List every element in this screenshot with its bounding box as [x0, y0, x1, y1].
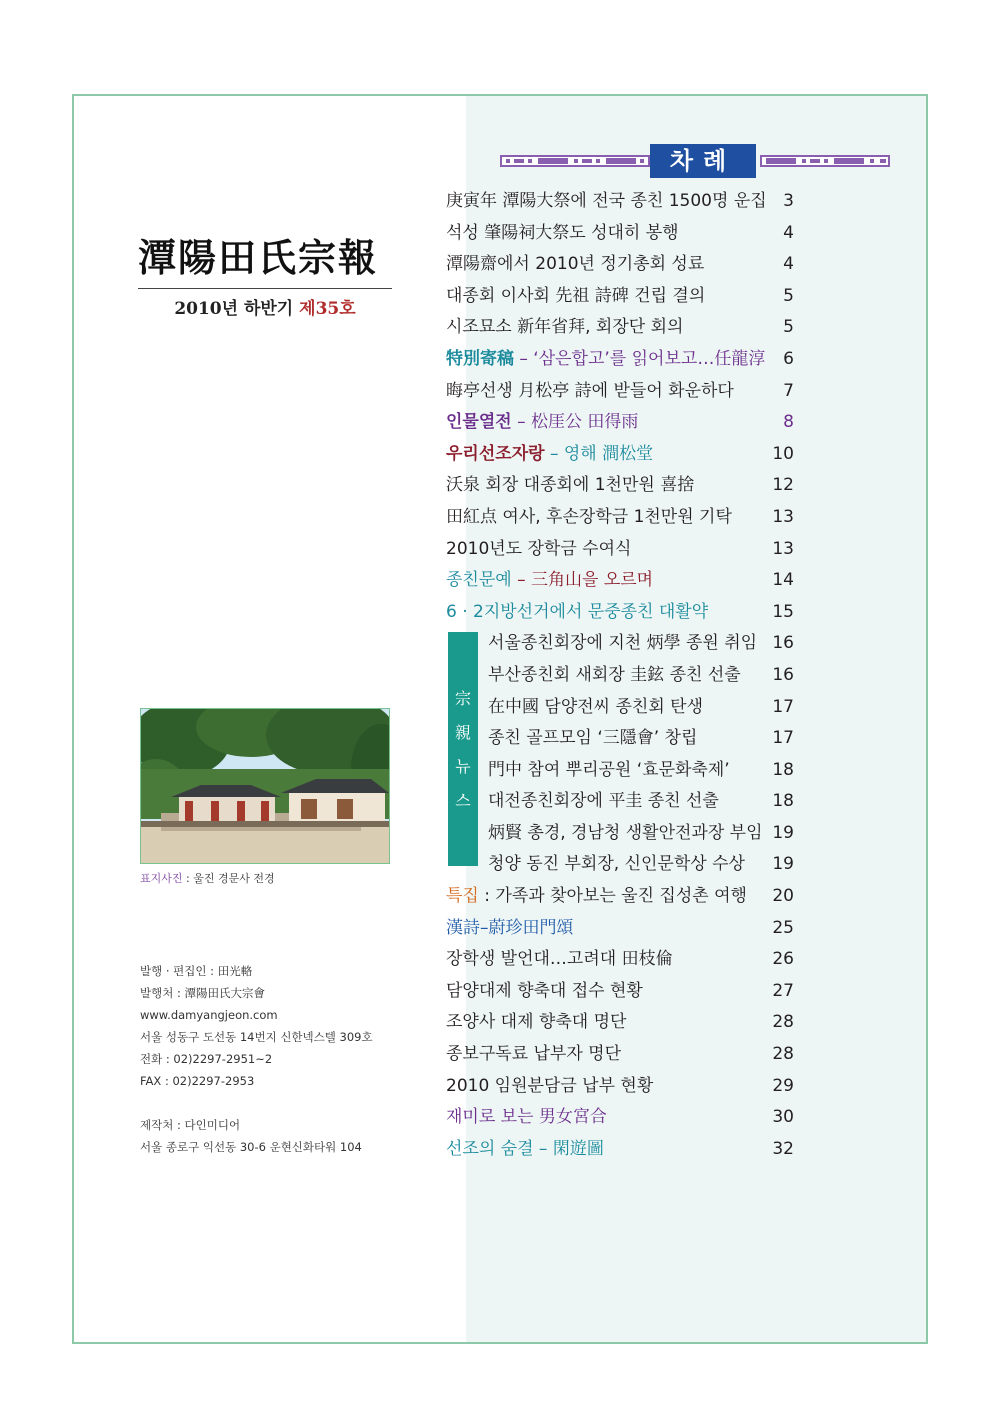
toc-item[interactable]	[446, 628, 794, 660]
photo-caption	[140, 870, 275, 886]
toc-item-page: 4	[783, 222, 794, 243]
publisher-website: www.damyangjeon.com	[140, 1008, 278, 1022]
toc-item[interactable]	[446, 1134, 794, 1166]
toc-item-title: 재미로 보는 男女宮合	[446, 1107, 607, 1128]
toc-item[interactable]	[446, 881, 794, 913]
spacer	[140, 1092, 373, 1114]
toc-item-page: 5	[783, 285, 794, 306]
toc-item-page: 26	[772, 949, 794, 970]
toc-item[interactable]	[446, 913, 794, 945]
toc-item-title: 종보구독료 납부자 명단	[446, 1044, 622, 1065]
toc-item[interactable]	[446, 439, 794, 471]
toc-item[interactable]	[446, 565, 794, 597]
toc-item-title: 門中 참여 뿌리공원 ‘효문화축제’	[488, 759, 730, 780]
toc-item[interactable]	[446, 249, 794, 281]
toc-item[interactable]	[446, 1102, 794, 1134]
toc-item[interactable]	[446, 692, 794, 724]
toc-item-page: 4	[783, 254, 794, 275]
toc-item-page: 30	[772, 1107, 794, 1128]
toc-item-page: 29	[772, 1075, 794, 1096]
toc-item[interactable]	[446, 786, 794, 818]
toc-item[interactable]	[446, 218, 794, 250]
toc-item-title: 선조의 숨결 – 閑遊圖	[446, 1138, 604, 1159]
cover-photo	[140, 708, 390, 864]
toc-item-title: 在中國 담양전씨 종친회 탄생	[488, 696, 704, 717]
publisher-line: 발행처 : 潭陽田氏大宗會	[140, 986, 266, 1000]
toc-item-page: 13	[772, 506, 794, 527]
ornament-left	[500, 153, 650, 169]
toc-header	[426, 144, 810, 178]
masthead-logo: 潭陽田氏宗報	[138, 235, 379, 280]
toc-item-title: 서울종친회장에 지천 炳學 종원 취임	[488, 633, 758, 654]
toc-item-title: 晦亭선생 月松亭 詩에 받들어 화운하다	[446, 380, 734, 401]
toc-item-page: 27	[772, 980, 794, 1001]
publisher-line: 발행 · 편집인 : 田光輅	[140, 964, 253, 978]
toc-item-title: 석성 肇陽祠大祭도 성대히 봉행	[446, 222, 679, 243]
producer-line: 제작처 : 다인미디어	[140, 1118, 241, 1132]
toc-item[interactable]	[446, 376, 794, 408]
toc-item-title: 炳賢 총경, 경남청 생활안전과장 부임	[488, 822, 763, 843]
toc-item-page: 7	[783, 380, 794, 401]
toc-item-section-label: 인물열전	[446, 412, 512, 433]
toc-item-page: 15	[772, 601, 794, 622]
toc-item-title: – 松厓公 田得雨	[511, 412, 639, 433]
toc-item-page: 32	[772, 1138, 794, 1159]
toc-item-page: 5	[783, 317, 794, 338]
toc-item[interactable]	[446, 1007, 794, 1039]
toc-item-page: 16	[772, 633, 794, 654]
toc-item-page: 25	[772, 917, 794, 938]
toc-item-title: 부산종친회 새회장 圭鉉 종친 선출	[488, 664, 741, 685]
toc-item-title: 장학생 발언대…고려대 田枝倫	[446, 949, 673, 970]
toc-item-title: 田紅点 여사, 후손장학금 1천만원 기탁	[446, 506, 732, 527]
toc-item-title: 종친 골프모임 ‘三隱會’ 창립	[488, 728, 698, 749]
toc-item-page: 28	[772, 1044, 794, 1065]
toc-item[interactable]	[446, 597, 794, 629]
toc-item[interactable]	[446, 1039, 794, 1071]
toc-item[interactable]	[446, 470, 794, 502]
toc-item-title: 2010 임원분담금 납부 현황	[446, 1075, 654, 1096]
photo-caption-label: 표지사진	[140, 872, 183, 885]
toc-item-page: 17	[772, 696, 794, 717]
toc-item-title: 담양대제 향축대 접수 현황	[446, 980, 643, 1001]
toc-item-section-label: 종친문예	[446, 570, 512, 591]
issue-line	[138, 294, 392, 319]
clan-news-bar-char: 親	[454, 723, 471, 742]
toc-title: 차례	[650, 144, 756, 178]
toc-item[interactable]	[446, 976, 794, 1008]
publisher-fax: FAX : 02)2297-2953	[140, 1074, 255, 1088]
clan-news-bar	[448, 632, 478, 866]
toc-item[interactable]	[446, 312, 794, 344]
issue-number: 제35호	[299, 299, 356, 319]
clan-news-bar-char: 스	[455, 791, 471, 810]
toc-list	[446, 186, 794, 1165]
toc-item-section-label: 漢詩	[446, 917, 480, 938]
clan-news-bar-char: 宗	[454, 689, 471, 708]
publisher-address: 서울 성동구 도선동 14번지 신한넥스텔 309호	[140, 1030, 373, 1044]
toc-item-section-label: 특집	[446, 886, 479, 907]
publisher-phone: 전화 : 02)2297-2951~2	[140, 1052, 273, 1066]
publisher-info	[140, 960, 373, 1158]
toc-item-title: –蔚珍田門頌	[480, 917, 574, 938]
toc-item[interactable]	[446, 849, 794, 881]
toc-item-section-label: 우리선조자랑	[446, 443, 545, 464]
toc-item-title: 대전종친회장에 平圭 종친 선출	[488, 791, 719, 812]
toc-item-page: 18	[772, 791, 794, 812]
toc-item-title: 청양 동진 부회장, 신인문학상 수상	[488, 854, 745, 875]
toc-item-title: 6 · 2지방선거에서 문중종친 대활약	[446, 601, 709, 622]
toc-item-title: 潭陽齋에서 2010년 정기총회 성료	[446, 254, 705, 275]
toc-item-page: 13	[772, 538, 794, 559]
toc-item-page: 8	[783, 412, 794, 433]
toc-item-page: 19	[772, 822, 794, 843]
producer-address: 서울 종로구 익선동 30-6 운현신화타워 104	[140, 1140, 362, 1154]
toc-item-page: 20	[772, 886, 794, 907]
toc-item[interactable]	[446, 281, 794, 313]
toc-item-page: 12	[772, 475, 794, 496]
toc-item-title: – ‘삼은합고’를 읽어보고…任龍淳	[514, 348, 766, 369]
toc-item-page: 6	[783, 348, 794, 369]
toc-item[interactable]	[446, 502, 794, 534]
toc-item-title: 2010년도 장학금 수여식	[446, 538, 632, 559]
toc-item-section-label: 特別寄稿	[446, 348, 514, 369]
toc-item-title: 시조묘소 新年省拜, 회장단 회의	[446, 317, 684, 338]
toc-item[interactable]	[446, 660, 794, 692]
toc-item[interactable]	[446, 723, 794, 755]
toc-item-title: : 가족과 찾아보는 울진 집성촌 여행	[478, 886, 747, 907]
toc-item-page: 28	[772, 1012, 794, 1033]
toc-item[interactable]	[446, 944, 794, 976]
toc-item[interactable]	[446, 186, 794, 218]
clan-news-bar-char: 뉴	[455, 757, 471, 776]
masthead-rule	[138, 288, 392, 289]
toc-item[interactable]	[446, 1071, 794, 1103]
issue-date: 2010년 하반기	[174, 299, 300, 319]
toc-item-title: 庚寅年 潭陽大祭에 전국 종친 1500명 운집	[446, 191, 767, 211]
toc-item[interactable]	[446, 407, 794, 439]
toc-item-page: 19	[772, 854, 794, 875]
toc-item-page: 16	[772, 664, 794, 685]
photo-caption-text: : 울진 경문사 전경	[182, 872, 275, 885]
toc-item-page: 14	[772, 570, 794, 591]
toc-item-title: – 三角山을 오르며	[511, 570, 654, 591]
toc-item-title: 대종회 이사회 先祖 詩碑 건립 결의	[446, 285, 706, 306]
toc-item[interactable]	[446, 344, 794, 376]
toc-item-page: 10	[772, 443, 794, 464]
toc-item-title: 沃泉 회장 대종회에 1천만원 喜捨	[446, 475, 695, 496]
toc-item[interactable]	[446, 818, 794, 850]
ornament-right	[760, 153, 890, 169]
toc-item-page: 17	[772, 728, 794, 749]
toc-item[interactable]	[446, 755, 794, 787]
toc-item-title: 조양사 대제 향축대 명단	[446, 1012, 627, 1033]
toc-item[interactable]	[446, 534, 794, 566]
toc-item-page: 18	[772, 759, 794, 780]
toc-item-title: – 영해 澗松堂	[544, 443, 654, 464]
toc-item-page: 3	[783, 191, 794, 211]
